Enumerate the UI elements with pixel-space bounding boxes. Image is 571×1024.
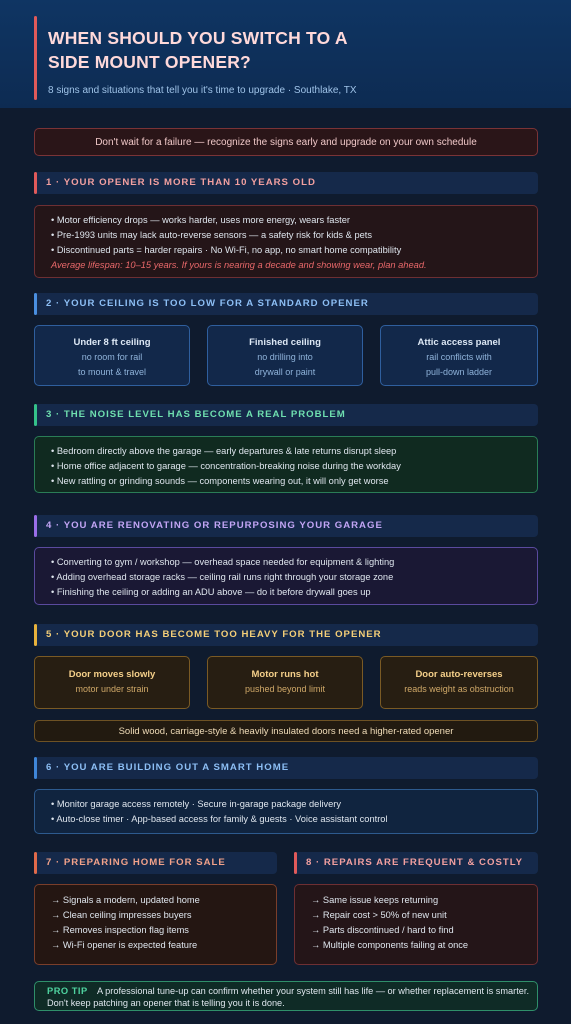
list-item: → Multiple components failing at once [311,940,469,950]
list-item: • Monitor garage access remotely · Secure in-garage package delivery [51,799,342,809]
section-4-list [34,547,538,605]
page-subtitle: 8 signs and situations that tell you it's time to upgrade · Southlake, TX [48,85,357,96]
list-item: • New rattling or grinding sounds — components wearing out, it will only get worse [51,476,389,486]
section-6-header: 6 · YOU ARE BUILDING OUT A SMART HOME [34,757,538,779]
list-item: → Clean ceiling impresses buyers [51,910,192,920]
pro-tip-text: A professional tune-up can confirm whether your system still has life — or whether replacement is smarter. Don't keep patching an opener that is telling you it is done. [47,986,529,1008]
list-item: → Parts discontinued / hard to find [311,925,454,935]
card-motor-hot: Motor runs hot pushed beyond limit [207,656,363,709]
list-item: → Repair cost > 50% of new unit [311,910,447,920]
list-item: → Removes inspection flag items [51,925,189,935]
section-6-list [34,789,538,834]
section-3-header: 3 · THE NOISE LEVEL HAS BECOME A REAL PROBLEM [34,404,538,426]
section-2-header: 2 · YOUR CEILING IS TOO LOW FOR A STANDARD OPENER [34,293,538,315]
section-7-list [34,884,277,965]
section-5-header: 5 · YOUR DOOR HAS BECOME TOO HEAVY FOR THE OPENER [34,624,538,646]
card-auto-reverse: Door auto-reverses reads weight as obstruction [380,656,538,709]
section-8-header: 8 · REPAIRS ARE FREQUENT & COSTLY [294,852,538,874]
section-8-list [294,884,538,965]
section-1-header: 1 · YOUR OPENER IS MORE THAN 10 YEARS OLD [34,172,538,194]
alert-banner: Don't wait for a failure — recognize the signs early and upgrade on your own schedule [34,128,538,156]
list-item: • Discontinued parts = harder repairs · No Wi-Fi, no app, no smart home compatibility [51,245,402,255]
list-item: • Home office adjacent to garage — concentration-breaking noise during the workday [51,461,401,471]
list-item: • Auto-close timer · App-based access for family & guests · Voice assistant control [51,814,388,824]
list-item: • Motor efficiency drops — works harder, uses more energy, wears faster [51,215,350,225]
pro-tip-box [34,981,538,1011]
section-5-note: Solid wood, carriage-style & heavily insulated doors need a higher-rated opener [34,720,538,742]
header-accent-bar [34,16,37,100]
section-3-list [34,436,538,493]
card-finished-ceiling: Finished ceiling no drilling into drywall or paint [207,325,363,386]
card-door-slow: Door moves slowly motor under strain [34,656,190,709]
list-item: • Bedroom directly above the garage — early departures & late returns disrupt sleep [51,446,397,456]
list-item: • Converting to gym / workshop — overhead space needed for equipment & lighting [51,557,395,567]
list-item: • Adding overhead storage racks — ceiling rail runs right through your storage zone [51,572,394,582]
section-1-list [34,205,538,278]
section-4-header: 4 · YOU ARE RENOVATING OR REPURPOSING YOUR GARAGE [34,515,538,537]
card-under-8ft: Under 8 ft ceiling no room for rail to mount & travel [34,325,190,386]
list-item: → Same issue keeps returning [311,895,439,905]
page-title: WHEN SHOULD YOU SWITCH TO A SIDE MOUNT OPENER? [48,28,348,72]
section-1-note: Average lifespan: 10–15 years. If yours is nearing a decade and showing wear, plan ahead. [51,260,427,270]
pro-tip-label: PRO TIP [47,986,88,996]
header [0,0,571,108]
card-attic-access: Attic access panel rail conflicts with pull-down ladder [380,325,538,386]
list-item: • Pre-1993 units may lack auto-reverse sensors — a safety risk for kids & pets [51,230,373,240]
list-item: → Signals a modern, updated home [51,895,200,905]
section-7-header: 7 · PREPARING HOME FOR SALE [34,852,277,874]
list-item: → Wi-Fi opener is expected feature [51,940,198,950]
list-item: • Finishing the ceiling or adding an ADU above — do it before drywall goes up [51,587,371,597]
